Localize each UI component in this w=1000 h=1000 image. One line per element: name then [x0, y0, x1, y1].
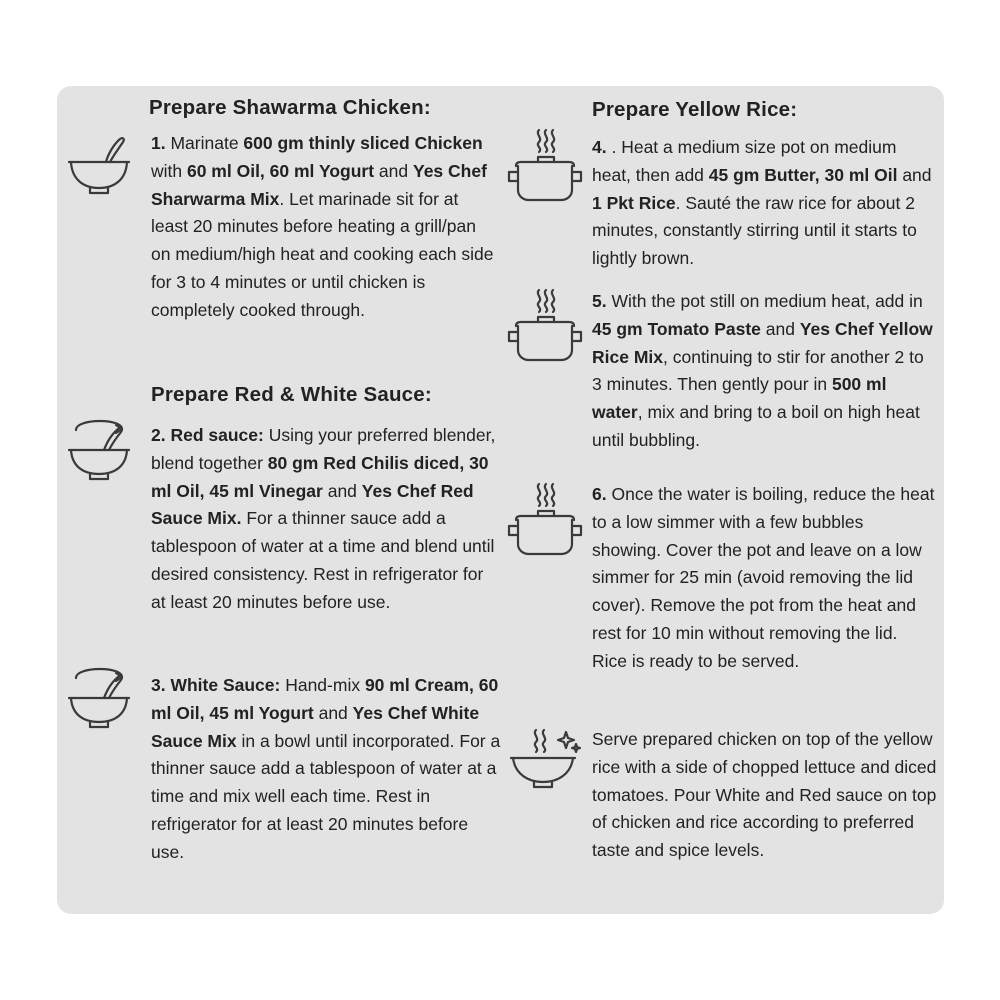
body-text: . Sauté the raw rice for about 2 minutes, constantly stirring until it starts to lightly brown. [592, 192, 917, 269]
emphasis-text: 60 ml Oil, 60 ml Yogurt [186, 160, 375, 181]
emphasis-text: 3. White Sauce: [151, 675, 281, 695]
bowl-mixing-icon [66, 664, 132, 730]
body-text: , continuing to stir for another 2 to 3 minutes. Then gently pour in [592, 346, 924, 395]
emphasis-text: Yes Chef Red Sauce Mix. [151, 480, 474, 529]
emphasis-text: 5. [592, 291, 607, 311]
body-text: and [322, 480, 362, 501]
emphasis-text: Yes Chef Sharwarma Mix [151, 160, 487, 209]
body-text: . Heat a medium size pot on medium heat, then add [592, 137, 897, 185]
heading-yellow-rice: Prepare Yellow Rice: [592, 98, 798, 121]
emphasis-text: 90 ml Cream, 60 ml Oil, 45 ml Yogurt [151, 675, 499, 723]
steaming-pot-icon [505, 128, 585, 204]
body-text: Serve prepared chicken on top of the yellow rice with a side of chopped lettuce and diced tomatoes. Pour White and Red sauce on top of chicken and rice according to preferred taste and spice levels. [592, 729, 937, 861]
steaming-pot-icon [505, 482, 585, 558]
body-text: Hand-mix [280, 675, 365, 695]
steaming-pot-icon [505, 288, 585, 364]
step-5-tomato-paste [592, 288, 937, 455]
body-text: For a thinner sauce add a tablespoon of water at a time and blend until desired consistency. Rest in refrigerator for at least 20 minutes before use. [151, 508, 495, 612]
body-text: and [374, 160, 413, 181]
heading-red-white-sauce: Prepare Red & White Sauce: [151, 383, 432, 406]
emphasis-text: 1. [151, 133, 166, 153]
emphasis-text: 6. [592, 484, 607, 504]
body-text: Using your preferred blender, blend together [151, 425, 496, 473]
emphasis-text: 600 gm thinly sliced Chicken [243, 133, 483, 153]
body-text: With the pot still on medium heat, add in [606, 291, 923, 311]
body-text: and [897, 164, 932, 185]
body-text: with [151, 160, 187, 181]
emphasis-text: Yes Chef Yellow Rice Mix [592, 318, 933, 367]
emphasis-text: 45 gm Butter, 30 ml Oil [708, 164, 898, 185]
emphasis-text: 45 gm Tomato Paste [592, 318, 761, 339]
bowl-mixing-icon [66, 416, 132, 482]
step-1-marinate [151, 130, 496, 325]
emphasis-text: 80 gm Red Chilis diced, 30 ml Oil, 45 ml Vinegar [151, 452, 489, 501]
body-text: . Let marinade sit for at least 20 minutes before heating a grill/pan on medium/high heat and cooking each side for 3 to 4 minutes or until chicken is completely cooked through. [151, 188, 494, 320]
heading-shawarma-chicken: Prepare Shawarma Chicken: [149, 96, 431, 119]
serve-instructions [592, 726, 937, 865]
body-text: in a bowl until incorporated. For a thinner sauce add a tablespoon of water at a time and mix well each time. Rest in refrigerator for at least 20 minutes before use. [151, 730, 501, 862]
bowl-with-spoon-icon [66, 134, 132, 198]
emphasis-text: 2. Red sauce: [151, 425, 264, 445]
body-text: and [760, 318, 800, 339]
body-text: Once the water is boiling, reduce the heat to a low simmer with a few bubbles showing. Cover the pot and leave on a low simmer for 25 min (avoid removing the lid cover). Remove the pot from the heat and rest for 10 min without removing the lid. Rice is ready to be served. [592, 484, 935, 671]
emphasis-text: 4. [592, 137, 607, 157]
emphasis-text: Yes Chef White Sauce Mix [151, 702, 480, 751]
step-2-red-sauce [151, 422, 496, 617]
body-text: and [313, 702, 353, 723]
steaming-bowl-sparkle-icon [508, 728, 582, 790]
emphasis-text: 1 Pkt Rice [592, 192, 676, 213]
step-6-simmer [592, 481, 937, 676]
body-text: , mix and bring to a boil on high heat until bubbling. [592, 402, 920, 450]
body-text: Marinate [165, 133, 244, 153]
step-4-heat-pot [592, 134, 937, 273]
step-3-white-sauce [151, 672, 501, 867]
emphasis-text: 500 ml water [592, 374, 887, 423]
